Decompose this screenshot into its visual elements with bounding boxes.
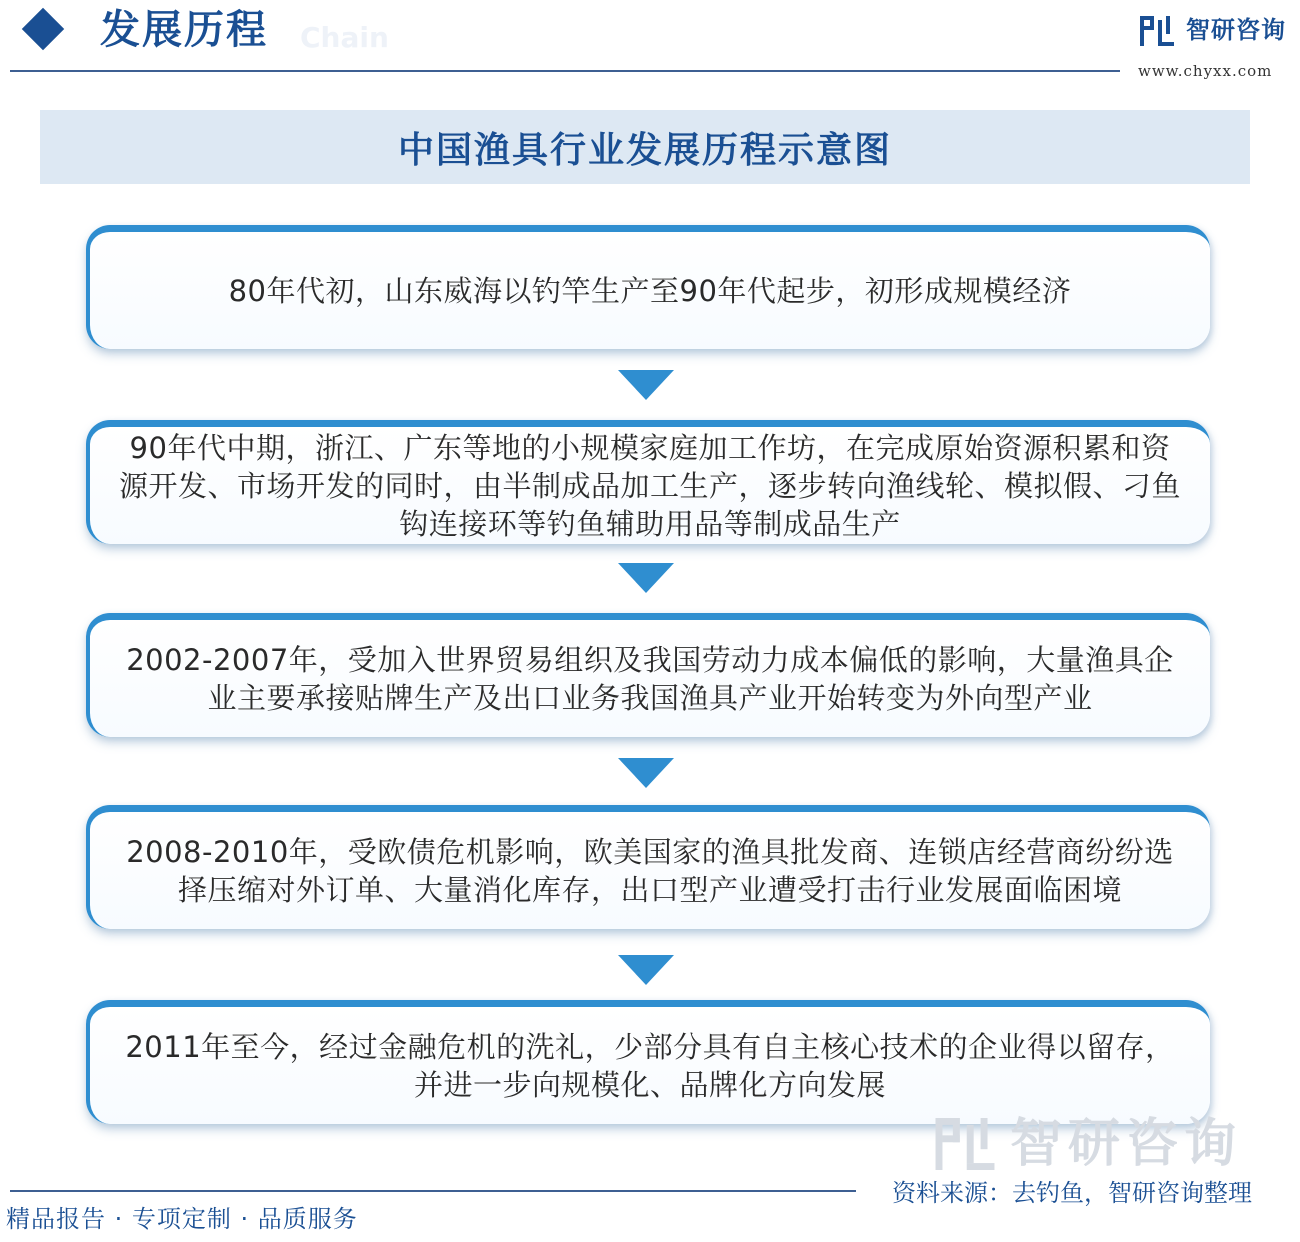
watermark-logo-icon: [935, 1118, 995, 1170]
header-divider: [10, 70, 1120, 72]
stage-arrow-3: [618, 758, 674, 788]
stage-arrow-4: [618, 955, 674, 985]
stage-text-2: 90年代中期，浙江、广东等地的小规模家庭加工作坊，在完成原始资源积累和资源开发、市场开发的同时，由半制成品加工生产，逐步转向渔线轮、模拟假、刁鱼钩连接环等钓鱼辅助用品等制成品生产: [118, 430, 1181, 541]
stage-box-2: [86, 420, 1210, 544]
stage-box-4: [86, 805, 1210, 929]
header-diamond-icon: [22, 8, 64, 50]
footer-tagline: 精品报告 · 专项定制 · 品质服务: [6, 1205, 358, 1233]
stage-text-3: 2002-2007年，受加入世界贸易组织及我国劳动力成本偏低的影响，大量渔具企业主要承接贴牌生产及出口业务我国渔具产业开始转变为外向型产业: [126, 642, 1174, 715]
stage-arrow-2: [618, 563, 674, 593]
footer-divider: [10, 1190, 856, 1192]
stage-text-1: 80年代初，山东威海以钓竿生产至90年代起步，初形成规模经济: [228, 273, 1072, 308]
watermark-text: 智研咨询: [1010, 1114, 1243, 1174]
stage-arrow-1: [618, 370, 674, 400]
stage-text-5: 2011年至今，经过金融危机的洗礼，少部分具有自主核心技术的企业得以留存，并进一步向规模化、品牌化方向发展: [125, 1029, 1175, 1102]
diagram-title-banner: [40, 110, 1250, 184]
brand-url: www.chyxx.com: [1138, 62, 1273, 80]
brand-logo-text: 智研咨询: [1186, 16, 1286, 44]
source-note: 资料来源：去钓鱼，智研咨询整理: [892, 1179, 1252, 1207]
header-ghost-text: Chain: [300, 21, 389, 54]
section-title: 发展历程: [100, 6, 268, 53]
diagram-title: 中国渔具行业发展历程示意图: [397, 128, 892, 171]
stage-box-1: [86, 225, 1210, 349]
stage-box-5: [86, 1000, 1210, 1124]
stage-box-3: [86, 613, 1210, 737]
stage-text-4: 2008-2010年，受欧债危机影响，欧美国家的渔具批发商、连锁店经营商纷纷选择压缩对外订单、大量消化库存，出口型产业遭受打击行业发展面临困境: [126, 834, 1174, 907]
brand-logo-icon: [1140, 16, 1174, 46]
